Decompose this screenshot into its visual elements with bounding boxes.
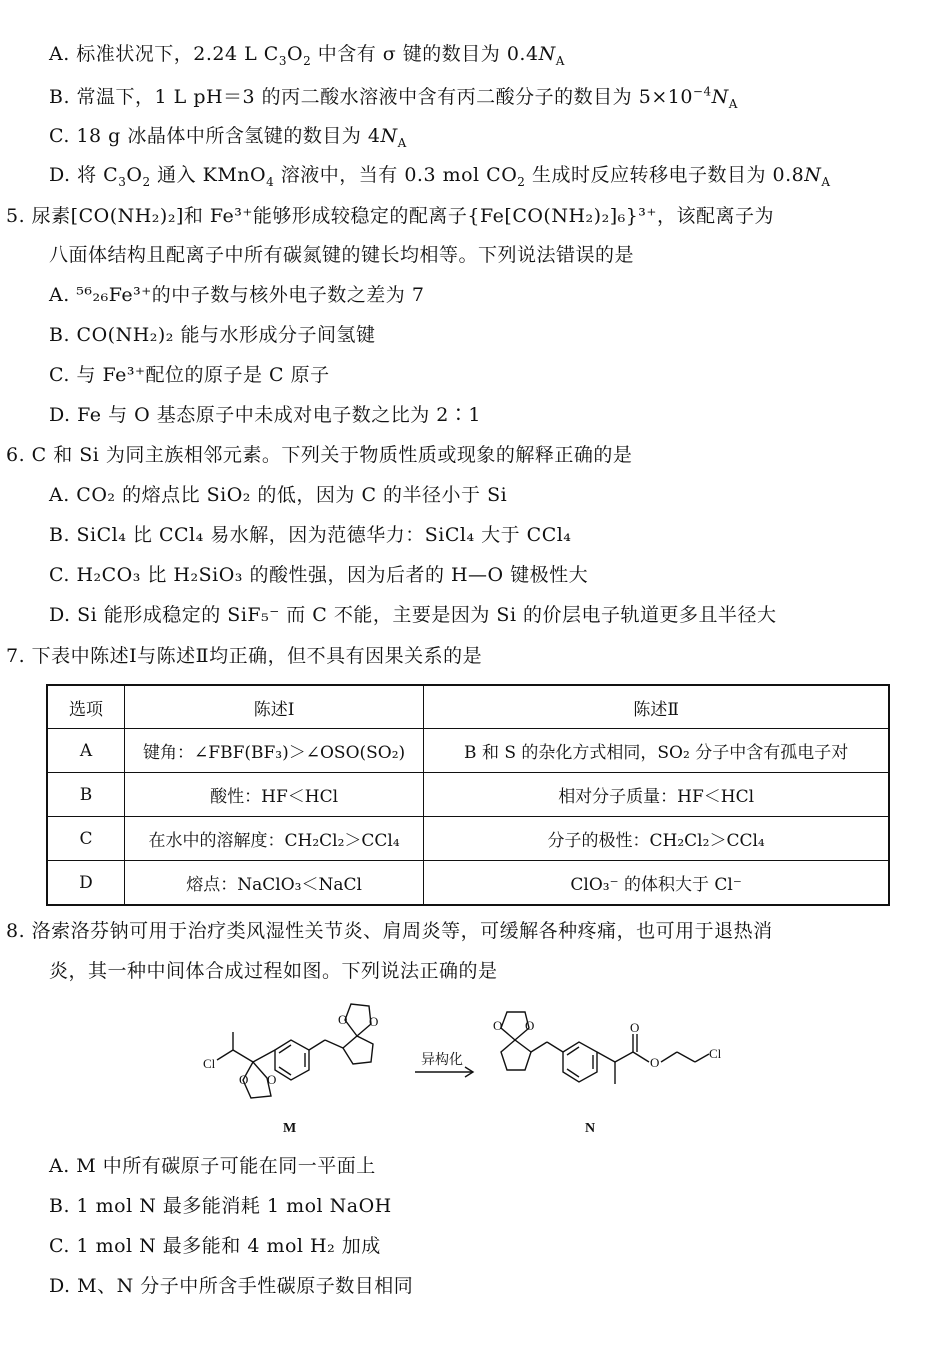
- m-o-label: O: [369, 1014, 379, 1029]
- reaction-scheme-figure: [195, 1000, 755, 1145]
- q6-option-b: B. SiCl₄ 比 CCl₄ 易水解，因为范德华力：SiCl₄ 大于 CCl₄: [49, 524, 572, 546]
- q4-option-b: [49, 84, 738, 110]
- q7-table-header-row: [47, 685, 889, 729]
- q7-header-option: 选项: [47, 685, 124, 729]
- q7-row-statement2: ClO₃⁻ 的体积大于 Cl⁻: [424, 861, 889, 906]
- q8-stem-line1: 8. 洛索洛芬钠可用于治疗类风湿性关节炎、肩周炎等，可缓解各种疼痛，也可用于退热消: [6, 920, 773, 942]
- label-m: M: [283, 1121, 297, 1136]
- q7-row-option: B: [47, 773, 124, 817]
- q7-row-statement2: 相对分子质量：HF＜HCl: [424, 773, 889, 817]
- q5-stem-line1: 5. 尿素[CO(NH₂)₂]和 Fe³⁺能够形成较稳定的配离子{Fe[CO(NH₂)₂]₆}³⁺，该配离子为: [6, 205, 774, 227]
- q4-d-na-sub: A: [821, 174, 831, 189]
- q5-option-d: D. Fe 与 O 基态原子中未成对电子数之比为 2∶1: [49, 404, 481, 426]
- q4-d-sub2: 2: [142, 174, 151, 189]
- q4-d-mid3: 溶液中，当有 0.3 mol CO: [274, 164, 518, 186]
- q4-option-d: [49, 162, 831, 188]
- q4-b-na-sub: A: [728, 96, 738, 111]
- m-o-label: O: [267, 1072, 277, 1087]
- table-row: [47, 817, 889, 861]
- q4-a-sub1: 3: [278, 53, 287, 68]
- q7-row-statement1: 酸性：HF＜HCl: [124, 773, 423, 817]
- q4-b-na: N: [711, 86, 729, 108]
- q7-row-option: A: [47, 729, 124, 773]
- table-row: [47, 729, 889, 773]
- q7-table: [46, 684, 890, 906]
- n-o-label: O: [525, 1018, 535, 1033]
- q8-option-a: A. M 中所有碳原子可能在同一平面上: [49, 1155, 376, 1177]
- q4-d-mid2: 通入 KMnO: [150, 164, 267, 186]
- m-cl-label: Cl: [203, 1056, 216, 1071]
- m-o-label: O: [338, 1012, 348, 1027]
- q5-option-a: A. ⁵⁶₂₆Fe³⁺的中子数与核外电子数之差为 7: [49, 284, 425, 306]
- q7-row-option: C: [47, 817, 124, 861]
- q5-option-b: B. CO(NH₂)₂ 能与水形成分子间氢键: [49, 324, 376, 346]
- q4-d-text: D. 将 C: [49, 164, 119, 186]
- q4-d-mid1: O: [126, 164, 143, 186]
- n-o-label: O: [650, 1055, 660, 1070]
- q4-d-post: 生成时反应转移电子数目为 0.8: [525, 164, 805, 186]
- q4-d-na: N: [804, 164, 822, 186]
- q4-a-na: N: [538, 43, 556, 65]
- q4-d-sub4: 2: [517, 174, 526, 189]
- q7-header-statement2: 陈述Ⅱ: [424, 685, 889, 729]
- q4-a-mid1: O: [286, 43, 304, 65]
- label-n: N: [585, 1121, 596, 1136]
- q7-row-statement1: 熔点：NaClO₃＜NaCl: [124, 861, 423, 906]
- q4-d-sub1: 3: [118, 174, 127, 189]
- q6-stem: 6. C 和 Si 为同主族相邻元素。下列关于物质性质或现象的解释正确的是: [6, 444, 633, 466]
- q4-c-na: N: [380, 125, 398, 147]
- table-row: [47, 773, 889, 817]
- q4-c-na-sub: A: [397, 135, 407, 150]
- q4-option-c: [49, 123, 407, 149]
- q7-stem: 7. 下表中陈述Ⅰ与陈述Ⅱ均正确，但不具有因果关系的是: [6, 645, 483, 667]
- q5-option-c: C. 与 Fe³⁺配位的原子是 C 原子: [49, 364, 330, 386]
- q8-option-c: C. 1 mol N 最多能和 4 mol H₂ 加成: [49, 1235, 381, 1257]
- q6-option-c: C. H₂CO₃ 比 H₂SiO₃ 的酸性强，因为后者的 H—O 键极性大: [49, 564, 589, 586]
- q4-c-text: C. 18 g 冰晶体中所含氢键的数目为 4: [49, 125, 381, 147]
- q6-option-a: A. CO₂ 的熔点比 SiO₂ 的低，因为 C 的半径小于 Si: [49, 484, 508, 506]
- q4-b-text: B. 常温下，1 L pH＝3 的丙二酸水溶液中含有丙二酸分子的数目为 5×10: [49, 86, 693, 108]
- arrow-label: 异构化: [421, 1053, 463, 1068]
- q7-row-statement1: 在水中的溶解度：CH₂Cl₂＞CCl₄: [124, 817, 423, 861]
- q4-b-sup: −4: [692, 84, 712, 99]
- q7-row-statement2: 分子的极性：CH₂Cl₂＞CCl₄: [424, 817, 889, 861]
- q4-d-sub3: 4: [266, 174, 275, 189]
- table-row: [47, 861, 889, 906]
- q5-stem-line2: 八面体结构且配离子中所有碳氮键的键长均相等。下列说法错误的是: [49, 244, 635, 266]
- q7-row-statement2: B 和 S 的杂化方式相同，SO₂ 分子中含有孤电子对: [424, 729, 889, 773]
- q7-row-statement1: 键角：∠FBF(BF₃)＞∠OSO(SO₂): [124, 729, 423, 773]
- q8-option-b: B. 1 mol N 最多能消耗 1 mol NaOH: [49, 1195, 392, 1217]
- m-o-label: O: [239, 1072, 249, 1087]
- q7-header-statement1: 陈述Ⅰ: [124, 685, 423, 729]
- n-o-label: O: [630, 1020, 640, 1035]
- q8-stem-line2: 炎，其一种中间体合成过程如图。下列说法正确的是: [49, 960, 498, 982]
- q4-a-post: 中含有 σ 键的数目为 0.4: [311, 43, 539, 65]
- n-cl-label: Cl: [709, 1046, 722, 1061]
- n-o-label: O: [493, 1018, 503, 1033]
- q4-a-na-sub: A: [555, 53, 565, 68]
- q4-option-a: [49, 41, 565, 67]
- q4-a-sub2: 2: [303, 53, 312, 68]
- q8-option-d: D. M、N 分子中所含手性碳原子数目相同: [49, 1275, 414, 1297]
- q7-row-option: D: [47, 861, 124, 906]
- q6-option-d: D. Si 能形成稳定的 SiF₅⁻ 而 C 不能，主要是因为 Si 的价层电子轨道更多且半径大: [49, 604, 777, 626]
- q4-a-text: A. 标准状况下，2.24 L C: [49, 43, 279, 65]
